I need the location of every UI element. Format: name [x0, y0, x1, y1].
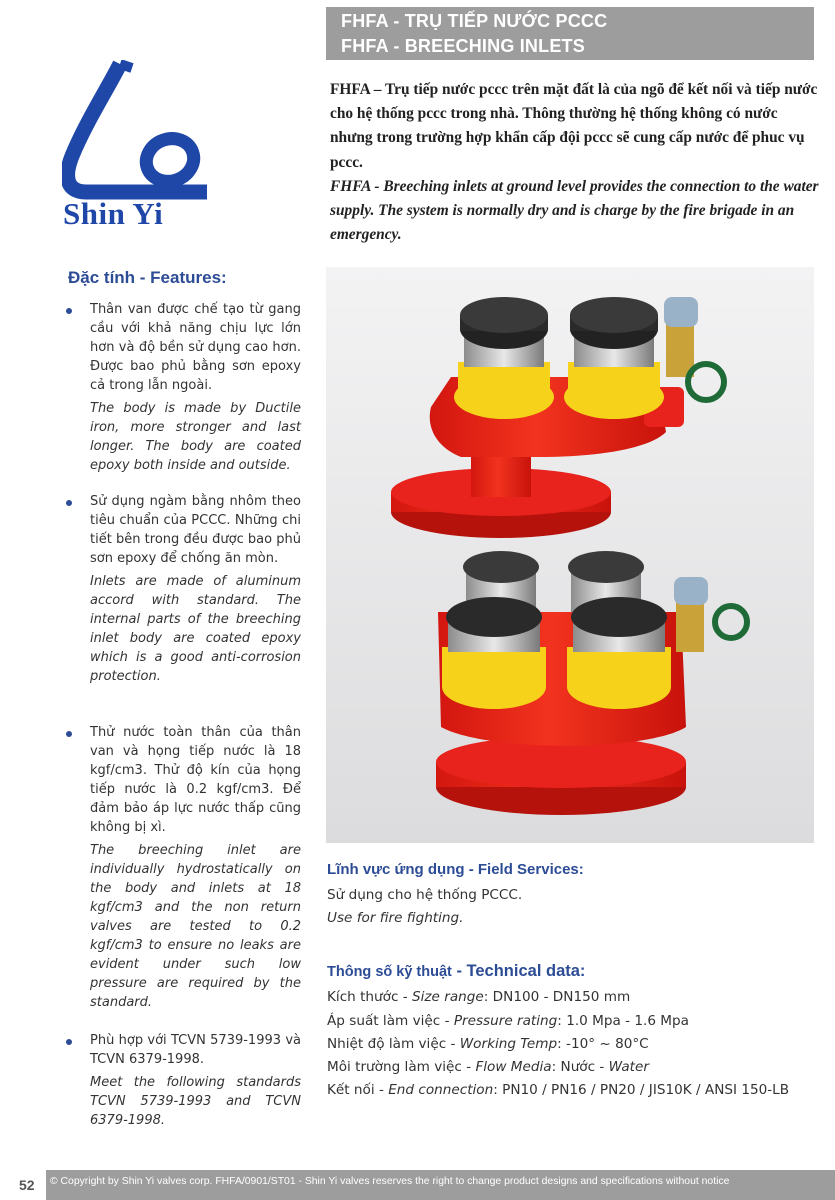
spec-label-vi: Nhiệt độ làm việc -	[327, 1036, 460, 1052]
features-heading: Đặc tính - Features:	[68, 268, 227, 287]
feature-english: The body is made by Ductile iron, more stronger and last longer. The body are coated epoxy both inside and outside.	[90, 401, 301, 473]
feature-english: Inlets are made of aluminum accord with standard. The internal parts of the breeching inlet body are coated epoxy which is a good anti-corrosion protection.	[90, 574, 301, 684]
spec-label-en: End connection	[388, 1082, 494, 1098]
intro-vietnamese: FHFA – Trụ tiếp nước pccc trên mặt đất là của ngõ để kết nối và tiếp nước cho hệ thống pccc trong nhà. Thông thường hệ thống không có nước nhưng trong trường hợp khẩn cấp đội pccc sẽ cung cấp nước để phuc vụ pccc.	[330, 81, 818, 171]
spec-pressure	[327, 1013, 689, 1029]
technical-heading-vietnamese: Thông số kỹ thuật	[327, 964, 452, 980]
feature-vietnamese: Phù hợp với TCVN 5739-1993 và TCVN 6379-1998.	[90, 1033, 301, 1067]
spec-value: : DN100 - DN150 mm	[483, 989, 631, 1005]
bullet-icon	[66, 1039, 72, 1045]
technical-heading-english: - Technical data:	[451, 962, 586, 980]
spec-value: : 1.0 Mpa - 1.6 Mpa	[557, 1013, 689, 1029]
feature-item	[90, 1031, 301, 1130]
feature-english: Meet the following standards TCVN 5739-1993 and TCVN 6379-1998.	[90, 1075, 301, 1128]
feature-item	[90, 723, 301, 1012]
spec-label-vi: Áp suất làm việc -	[327, 1013, 454, 1029]
spec-label-vi: Kích thước -	[327, 989, 413, 1005]
spec-end-connection	[327, 1082, 789, 1098]
spec-value: : -10° ~ 80°C	[557, 1036, 649, 1052]
field-services-heading: Lĩnh vực ứng dụng - Field Services:	[327, 861, 584, 878]
feature-english: The breeching inlet are individually hydrostatically on the body and inlets at 18 kgf/cm3 and the non return valves are tested to 0.2 kgf/cm3 to ensure no leaks are evident under such low pressure are required by the standard.	[90, 843, 301, 1010]
brand-name: Shin Yi	[63, 196, 164, 231]
bullet-icon	[66, 308, 72, 314]
copyright-notice: © Copyright by Shin Yi valves corp. FHFA/0901/ST01 - Shin Yi valves reserves the right to change product designs and specifications without notice	[50, 1176, 730, 1187]
title-vietnamese: FHFA - TRỤ TIẾP NƯỚC PCCC	[341, 11, 608, 31]
spec-label-en: Size range	[412, 989, 484, 1005]
feature-vietnamese: Thử nước toàn thân của thân van và họng tiếp nước là 18 kgf/cm3. Thử độ kín của họng tiếp nước là 0.2 kgf/cm3. Để đảm bảo áp lực nước thấp cũng không bị xì.	[90, 725, 301, 835]
spec-label-en: Pressure rating	[453, 1013, 558, 1029]
page-number: 52	[19, 1177, 35, 1193]
feature-item	[90, 300, 301, 475]
bullet-icon	[66, 731, 72, 737]
field-services-english: Use for fire fighting.	[327, 910, 464, 926]
spec-value: : PN10 / PN16 / PN20 / JIS10K / ANSI 150-LB	[493, 1082, 790, 1098]
spec-flow-media	[327, 1059, 649, 1075]
feature-vietnamese: Thân van được chế tạo từ gang cầu với khả năng chịu lực lớn hơn và độ bền sử dụng cao hơn. Được bao phủ bằng sơn epoxy cả trong lẫn ngoài.	[90, 302, 301, 393]
field-services-vietnamese: Sử dụng cho hệ thống PCCC.	[327, 887, 523, 903]
bullet-icon	[66, 500, 72, 506]
spec-temperature	[327, 1036, 649, 1052]
technical-heading	[327, 962, 585, 981]
feature-vietnamese: Sử dụng ngàm bằng nhôm theo tiêu chuẩn của PCCC. Những chi tiết bên trong đều được bao phủ sơn epoxy để chống ăn mòn.	[90, 494, 301, 566]
feature-item	[90, 492, 301, 686]
spec-label-en: Working Temp	[459, 1036, 558, 1052]
page-number-box	[0, 1170, 46, 1200]
spec-value-english: Water	[608, 1059, 649, 1075]
spec-label-vi: Môi trường làm việc -	[327, 1059, 476, 1075]
title-bar	[326, 7, 814, 60]
intro-english: FHFA - Breeching inlets at ground level provides the connection to the water supply. The system is normally dry and is charge by the fire brigade in an emergency.	[330, 177, 819, 244]
product-photo	[326, 267, 814, 843]
intro-text	[330, 78, 820, 247]
spec-size	[327, 989, 630, 1005]
spec-label-en: Flow Media	[475, 1059, 552, 1075]
spec-value: : Nước -	[551, 1059, 609, 1075]
title-english: FHFA - BREECHING INLETS	[341, 36, 585, 56]
spec-label-vi: Kết nối -	[327, 1082, 389, 1098]
